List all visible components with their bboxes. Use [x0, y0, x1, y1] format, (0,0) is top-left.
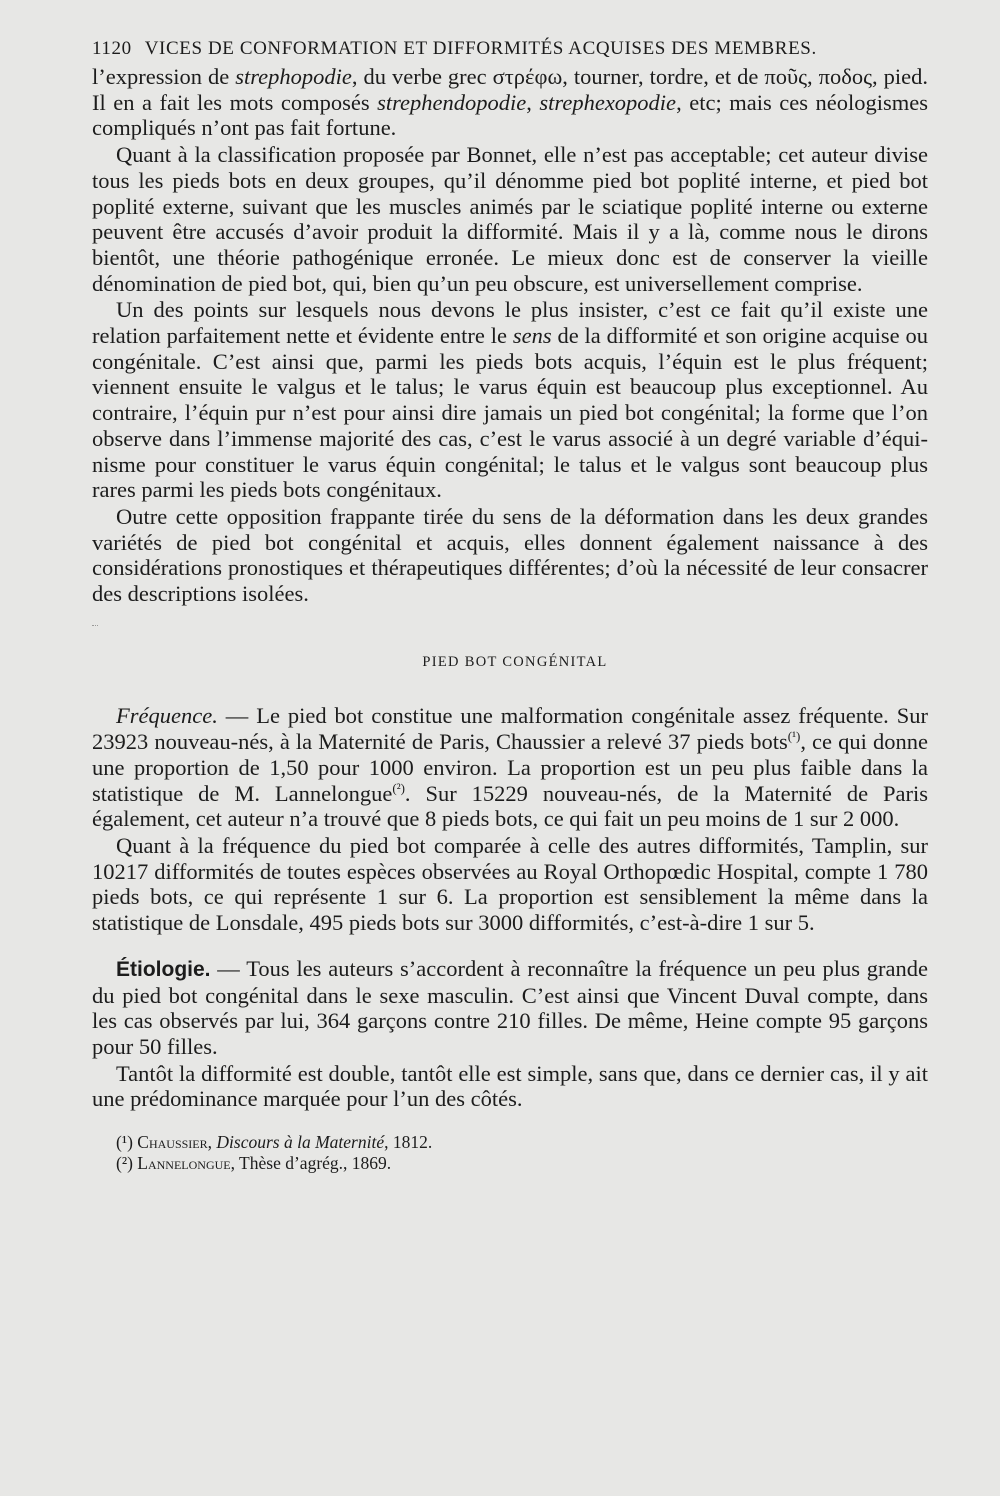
paragraph-etiologie-2: Tantôt la difformité est double, tantôt elle est simple, sans que, dans ce dernier cas, il y ait une prédominance marquée pour l’un des côtés.	[92, 1060, 928, 1112]
main-text	[92, 64, 928, 1112]
footnote-ref-1[interactable]: (¹)	[787, 728, 801, 744]
footnote-ref-2[interactable]: (²)	[392, 780, 405, 796]
section-divider	[92, 625, 98, 626]
running-head-title: VICES DE CONFORMATION ET DIFFORMITÉS ACQUISES DES MEMBRES.	[144, 38, 817, 59]
footnote-2: (²) Lannelongue, Thèse d’agrég., 1869.	[116, 1153, 392, 1174]
paragraph-2: Quant à la classification proposée par Bonnet, elle n’est pas acceptable; cet auteur divise tous les pieds bots en deux groupes, qu’il dénomme pied bot poplité interne, et pied bot poplité externe, suivant que les muscles animés par le sciatique poplité interne ou externe peuvent être accusés d’avoir produit la difformité. Mais il y a là, comme nous le dirons bientôt, une théorie pathogénique erronée. Le mieux donc est de conserver la vieille dénomination de pied bot, qui, bien qu’un peu obscure, est universellement comprise.	[92, 142, 928, 296]
paragraph-frequence: Fréquence. — Le pied bot constitue une malformation congénitale assez fréquente. Sur 23923 nouveau-nés, à la Maternité de Paris, Chaussier a relevé 37 pieds bots$^{(^1)}$, ce qui donne une proportion de 1,50 pour 1000 environ. La proportion est un peu plus faible dans la statistique de M. Lannelongue$^{(^2)}$. Sur 15229 nouveau-nés, de la Maternité de Paris également, cet auteur n’a trouvé que 8 pieds bots, ce qui fait un peu moins de 1 sur 2 000.	[92, 703, 929, 832]
footnote-1: (¹) Chaussier, Discours à la Maternité, 1812.	[116, 1132, 433, 1153]
running-head	[92, 34, 928, 64]
run-in-heading-frequence: Fréquence.	[116, 703, 218, 729]
page-number: 1120	[92, 38, 132, 59]
paragraph-frequence-2: Quant à la fréquence du pied bot comparée à celle des autres difformités, Tamplin, sur 10217 difformités de toutes espèces observées au Royal Orthopœdic Hospital, compte 1 780 pieds bots, ce qui représente 1 sur 6. La proportion est sensiblement la même dans la statistique de Lonsdale, 495 pieds bots sur 3000 difformités, c’est-à-dire 1 sur 5.	[92, 832, 928, 936]
paragraph-etiologie: Étiologie. — Tous les auteurs s’accordent à reconnaître la fréquence un peu plus grande du pied bot congénital dans le sexe masculin. C’est ainsi que Vincent Duval compte, dans les cas observés par lui, 364 garçons contre 210 filles. De même, Heine compte 95 garçons pour 50 filles.	[92, 955, 928, 1059]
footnotes	[92, 1132, 928, 1174]
paragraph-3: Un des points sur lesquels nous devons le plus insister, c’est ce fait qu’il existe une relation parfaitement nette et évidente entre le sens de la difformité et son origine acquise ou congénitale. C’est ainsi que, parmi les pieds bots acquis, l’équin est le plus fréquent; viennent ensuite le valgus et le talus; le varus équin est beaucoup plus exceptionnel. Au contraire, l’équin pur n’est pour ainsi dire jamais un pied bot congénital; la forme que l’on observe dans l’immense majorité des cas, c’est le varus associé à un degré variable d’équinisme pour constituer le varus équin congénital; le talus et le valgus sont beaucoup plus rares parmi les pieds bots congénitaux.	[92, 297, 928, 503]
section-title: PIED BOT CONGÉNITAL	[422, 653, 608, 670]
paragraph-1: l’expression de strephopodie, du verbe grec στρέφω, tourner, tordre, et de ποῦς, ποδος, pied. Il en a fait les mots composés strephendopodie, strephexopodie, etc; mais ces néologismes compliqués n’ont pas fait fortune.	[92, 64, 928, 141]
paragraph-4: Outre cette opposition frappante tirée du sens de la déformation dans les deux grandes variétés de pied bot congénital et acquis, elles donnent également naissance à des considérations pronostiques et thérapeutiques différentes; d’où la nécessité de leur consacrer des descriptions isolées.	[92, 503, 928, 607]
run-in-heading-etiologie: Étiologie.	[116, 957, 211, 981]
